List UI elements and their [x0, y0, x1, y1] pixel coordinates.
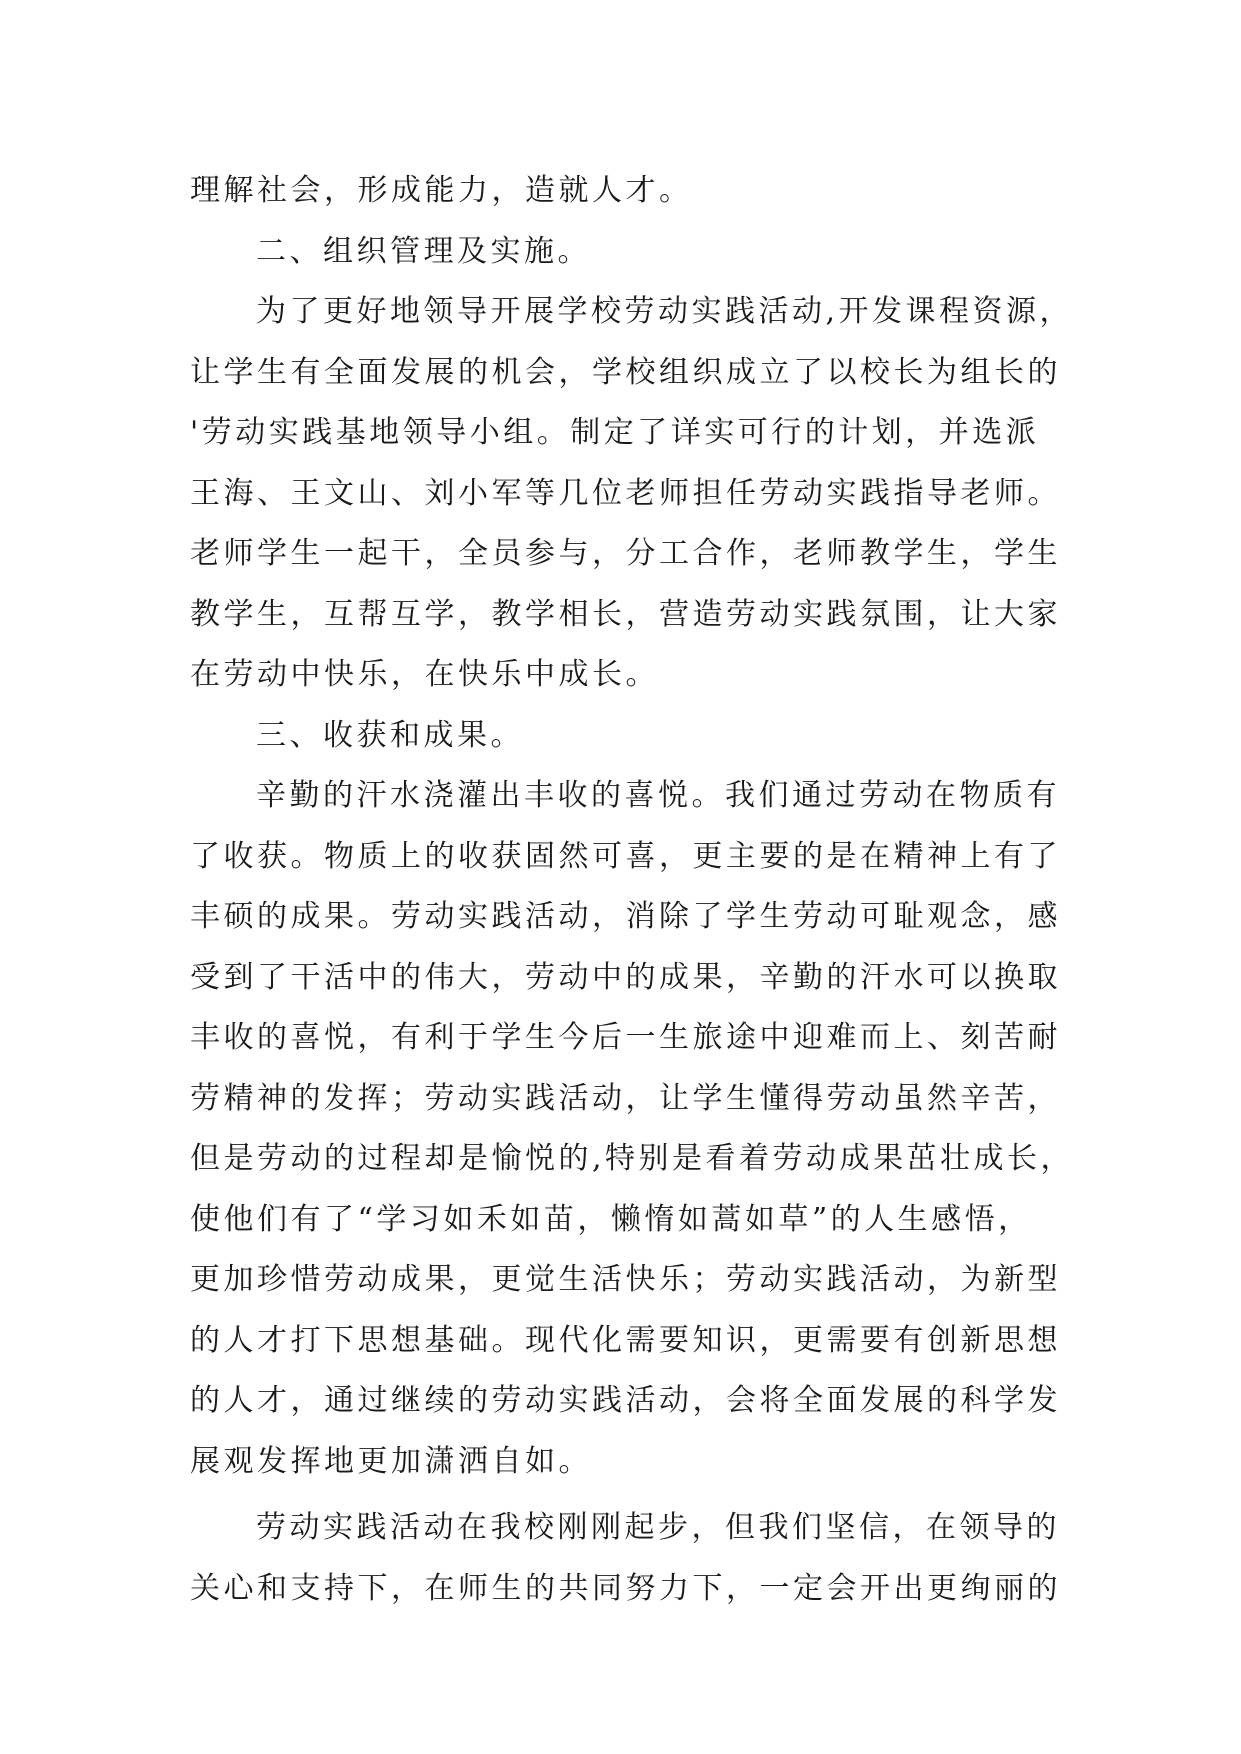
- text-line: 展观发挥地更加潇洒自如。: [190, 1443, 592, 1479]
- paragraph-start: 为了更好地领导开展学校劳动实践活动,开发课程资源，: [256, 294, 1074, 329]
- text-line: 王海、王文山、刘小军等几位老师担任劳动实践指导老师。: [190, 475, 1061, 511]
- text-line: 了收获。物质上的收获固然可喜，更主要的是在精神上有了: [190, 838, 1061, 874]
- text-line: 丰硕的成果。劳动实践活动，消除了学生劳动可耻观念，感: [190, 899, 1061, 934]
- text-line: 但是劳动的过程却是愉悦的,特别是看着劳动成果茁壮成长，: [190, 1141, 1075, 1176]
- paragraph-start: 辛勤的汗水浇灌出丰收的喜悦。我们通过劳动在物质有: [256, 778, 1060, 813]
- text-line: 的人才打下思想基础。现代化需要知识，更需要有创新思想: [190, 1322, 1061, 1358]
- text-line: 更加珍惜劳动成果，更觉生活快乐；劳动实践活动，为新型: [190, 1262, 1061, 1297]
- section-heading: 二、组织管理及实施。: [256, 233, 591, 269]
- paragraph-start: 劳动实践活动在我校刚刚起步，但我们坚信，在领导的: [256, 1510, 1060, 1545]
- text-line: 受到了干活中的伟大，劳动中的成果，辛勤的汗水可以换取: [190, 959, 1061, 995]
- text-line: 教学生，互帮互学，教学相长，营造劳动实践氛围，让大家: [190, 596, 1061, 632]
- text-line: 关心和支持下，在师生的共同努力下，一定会开出更绚丽的: [190, 1570, 1061, 1606]
- text-line: 理解社会，形成能力，造就人才。: [190, 173, 693, 208]
- text-line: 在劳动中快乐，在快乐中成长。: [190, 657, 659, 692]
- document-body: [190, 161, 1090, 1619]
- text-line: 使他们有了“学习如禾如苗，懒惰如蒿如草”的人生感悟，: [190, 1201, 1032, 1237]
- text-line: 让学生有全面发展的机会，学校组织成立了以校长为组长的: [190, 354, 1061, 390]
- text-line: 丰收的喜悦，有利于学生今后一生旅途中迎难而上、刻苦耐: [190, 1020, 1061, 1055]
- text-line: 的人才，通过继续的劳动实践活动，会将全面发展的科学发: [190, 1383, 1061, 1418]
- text-line: 劳精神的发挥；劳动实践活动，让学生懂得劳动虽然辛苦，: [190, 1080, 1061, 1116]
- text-line: 老师学生一起干，全员参与，分工合作，老师教学生，学生: [190, 536, 1061, 571]
- text-line: '劳动实践基地领导小组。制定了详实可行的计划，并选派: [190, 415, 1040, 450]
- section-heading: 三、收获和成果。: [256, 717, 524, 753]
